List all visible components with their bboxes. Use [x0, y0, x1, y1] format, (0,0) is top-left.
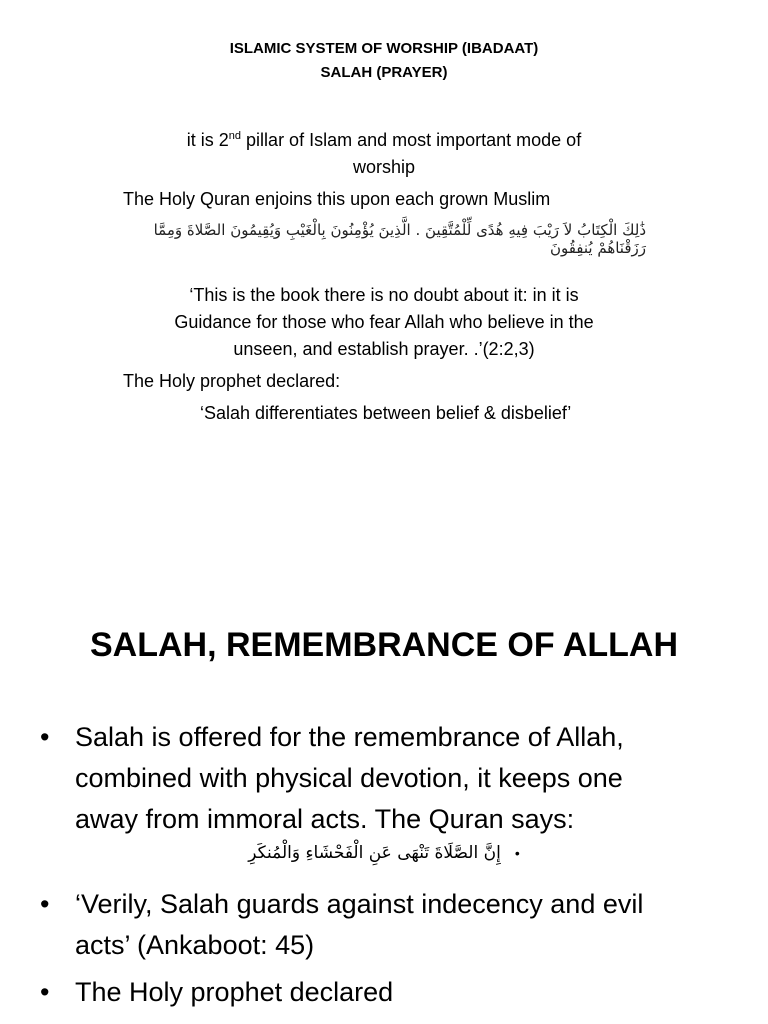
bullet-1-line3: away from immoral acts. The Quran says:: [75, 804, 575, 834]
quran-intro: The Holy Quran enjoins this upon each grown Muslim: [123, 189, 551, 209]
bullet-1-text: [75, 717, 745, 840]
bullet-2-text: [75, 884, 745, 966]
translation-line2: Guidance for those who fear Allah who believe in the: [174, 312, 594, 332]
arabic-sub-text: إِنَّ الصَّلَاةَ تَنْهَى عَنِ الْفَحْشَاءِ وَالْمُنكَرِ: [248, 843, 501, 863]
slide-title-line1: ISLAMIC SYSTEM OF WORSHIP (IBADAAT): [229, 40, 539, 57]
hadith-quote: ‘Salah differentiates between belief & disbelief’: [200, 403, 572, 423]
slide-1: [0, 0, 768, 500]
bullet-icon: •: [40, 889, 50, 919]
translation-line1: ‘This is the book there is no doubt about it: in it is: [189, 285, 579, 305]
pillar-prefix: it is 2: [186, 130, 229, 150]
slide-2-title: SALAH, REMEMBRANCE OF ALLAH: [89, 626, 679, 664]
bullet-icon: •: [40, 722, 50, 752]
translation-line3: unseen, and establish prayer. .’(2:2,3): [233, 339, 535, 359]
bullet-icon: •: [40, 977, 50, 1007]
sub-bullet-icon: •: [514, 845, 520, 861]
bullet-2-line2: acts’ (Ankaboot: 45): [75, 930, 315, 960]
arabic-sub-bullet: [0, 843, 768, 863]
pillar-line2: worship: [352, 157, 416, 177]
bullet-1-line2: combined with physical devotion, it keeps one: [75, 763, 623, 793]
slide-title-line2: SALAH (PRAYER): [320, 64, 448, 81]
bullet-3-line1: The Holy prophet declared: [75, 977, 394, 1007]
pillar-statement: [150, 127, 618, 181]
pillar-suffix: pillar of Islam and most important mode of: [241, 130, 582, 150]
bullet-3-text: [75, 972, 745, 1013]
prophet-declared: The Holy prophet declared:: [123, 371, 341, 391]
pillar-ordinal: nd: [228, 130, 242, 142]
verse-translation: [150, 282, 618, 363]
bullet-2-line1: ‘Verily, Salah guards against indecency and evil: [75, 889, 644, 919]
arabic-verse: ذَٰلِكَ الْكِتَابُ لاَ رَيْبَ فِيهِ هُدًى لِّلْمُتَّقِينَ . الَّذِينَ يُؤْمِنُونَ بِالْغَيْبِ وَيُقِيمُونَ الصَّلاةَ وَمِمَّا رَزَقْنَاهُمْ يُنفِقُونَ: [153, 221, 646, 257]
bullet-1-line1: Salah is offered for the remembrance of Allah,: [75, 722, 624, 752]
